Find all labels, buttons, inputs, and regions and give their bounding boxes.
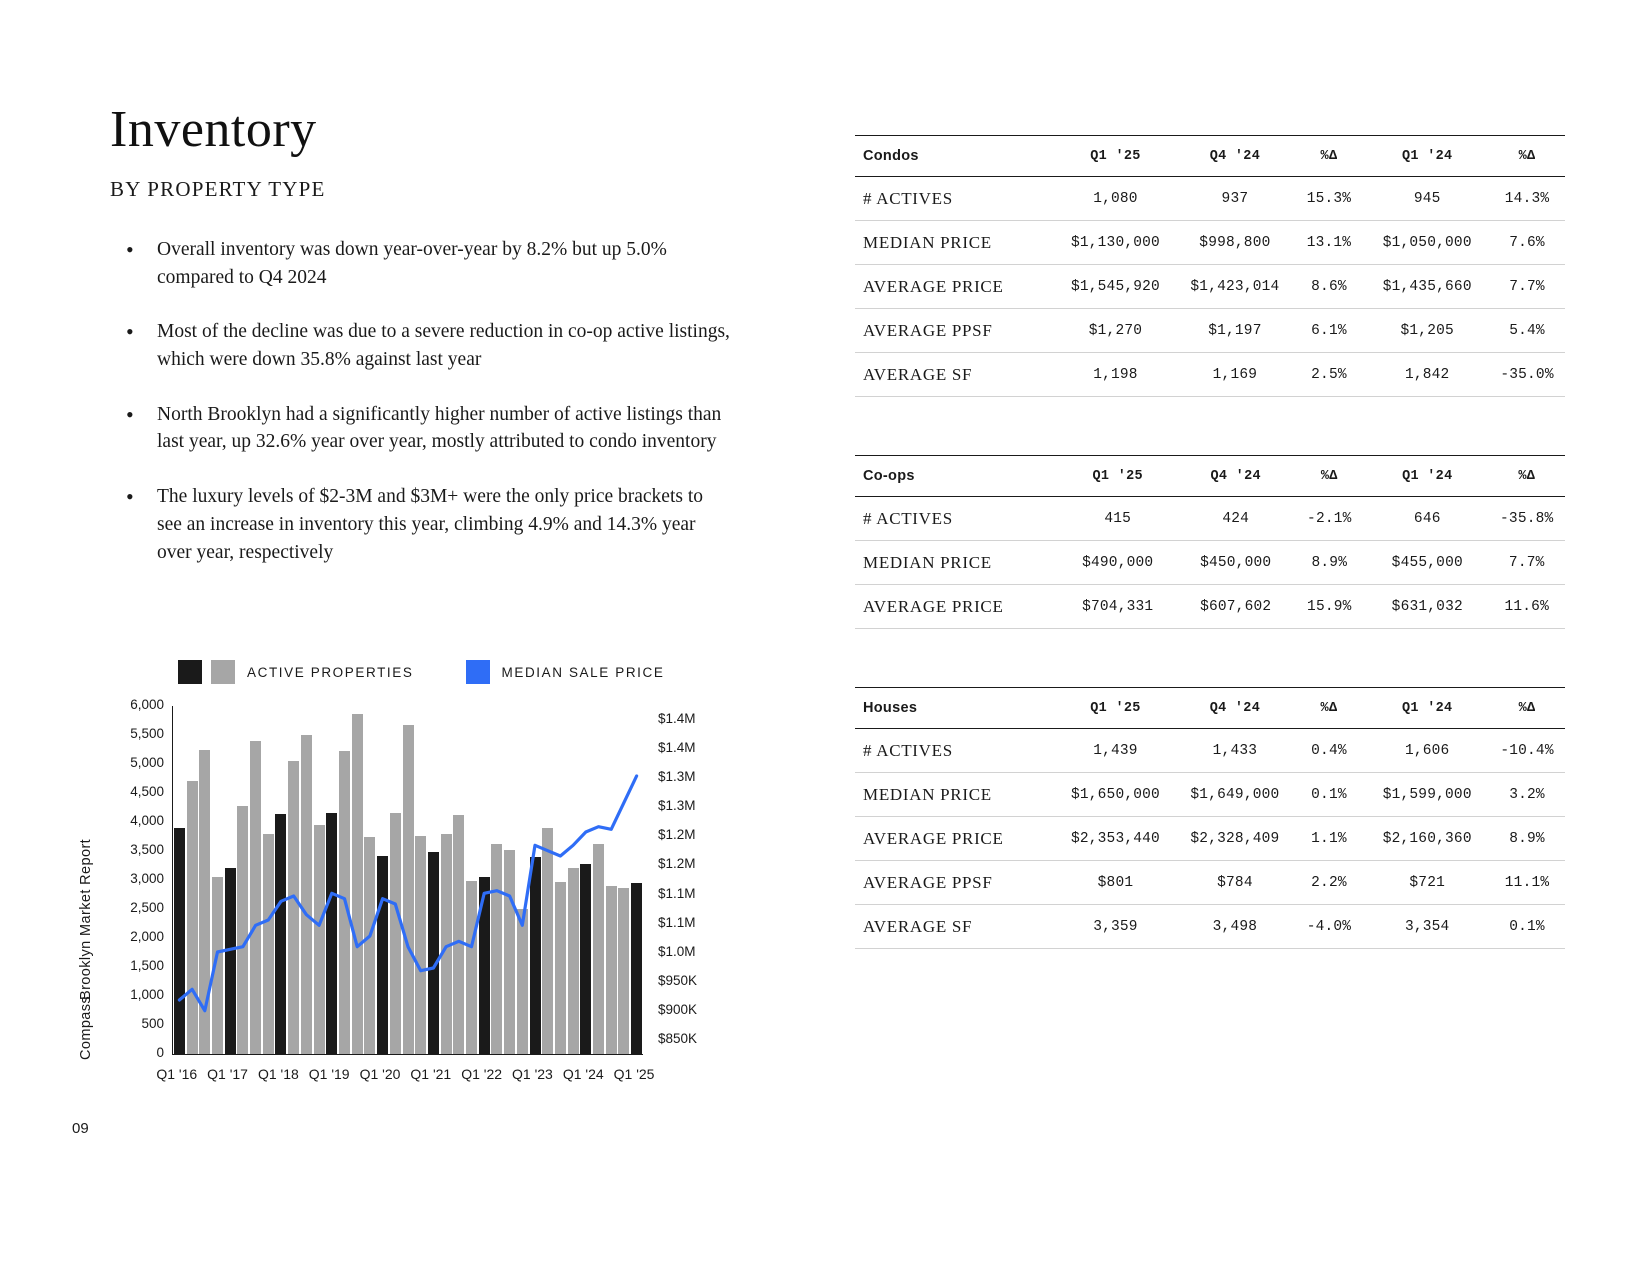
x-axis-tick: Q1 '18 (257, 1066, 299, 1082)
table-row (855, 309, 1565, 353)
cell: -2.1% (1293, 497, 1367, 541)
cell: $801 (1054, 861, 1178, 905)
y-axis-tick-left: 500 (141, 1016, 164, 1031)
cell: 3,359 (1054, 905, 1178, 949)
column-header: Q1 '24 (1365, 688, 1489, 729)
y-axis-tick-right: $900K (658, 1001, 698, 1017)
row-label: AVERAGE SF (855, 905, 1054, 949)
cell: 945 (1365, 177, 1489, 221)
cell: 14.3% (1489, 177, 1565, 221)
cell: 1,080 (1054, 177, 1178, 221)
cell: $2,160,360 (1365, 817, 1489, 861)
cell: 1,606 (1365, 729, 1489, 773)
cell: 11.6% (1488, 585, 1565, 629)
left-content-column (110, 100, 730, 593)
row-label: # ACTIVES (855, 177, 1054, 221)
condos-table (855, 135, 1565, 397)
cell: 15.9% (1293, 585, 1367, 629)
cell: $490,000 (1057, 541, 1179, 585)
cell: 1.1% (1293, 817, 1366, 861)
column-header: %Δ (1489, 688, 1565, 729)
x-axis-tick: Q1 '20 (359, 1066, 401, 1082)
x-axis-tick: Q1 '24 (562, 1066, 604, 1082)
table-row (855, 817, 1565, 861)
row-label: AVERAGE PPSF (855, 309, 1054, 353)
y-axis-tick-left: 5,000 (130, 755, 164, 770)
cell: 13.1% (1293, 221, 1366, 265)
cell: $450,000 (1179, 541, 1293, 585)
table-row (855, 177, 1565, 221)
cell: $631,032 (1366, 585, 1488, 629)
column-header: Q1 '24 (1365, 136, 1489, 177)
chart-bars-container (172, 706, 643, 1055)
table-row (855, 541, 1565, 585)
y-axis-tick-right: $1.4M (658, 740, 696, 756)
cell: 2.2% (1293, 861, 1366, 905)
inventory-chart (110, 660, 750, 1100)
cell: 1,439 (1054, 729, 1178, 773)
y-axis-tick-right: $1.3M (658, 769, 696, 785)
sidebar-brand-label: Compass (78, 995, 94, 1060)
column-header: Q1 '25 (1057, 456, 1179, 497)
highlights-list (110, 236, 730, 566)
cell: $1,545,920 (1054, 265, 1178, 309)
column-header: %Δ (1489, 136, 1565, 177)
row-label: AVERAGE PPSF (855, 861, 1054, 905)
cell: $1,649,000 (1177, 773, 1292, 817)
y-axis-tick-right: $1.3M (658, 798, 696, 814)
cell: 1,433 (1177, 729, 1292, 773)
row-label: AVERAGE PRICE (855, 585, 1057, 629)
row-label: MEDIAN PRICE (855, 773, 1054, 817)
x-axis-tick: Q1 '25 (613, 1066, 655, 1082)
page-title: Inventory (110, 101, 317, 158)
list-item: • North Brooklyn had a significantly higher number of active listings than last year, up 32.6% year over year, mostly attributed to condo inventory (110, 401, 730, 456)
y-axis-tick-right: $1.1M (658, 885, 696, 901)
x-axis-tick: Q1 '22 (461, 1066, 503, 1082)
table-title: Houses (855, 688, 1054, 729)
cell: 5.4% (1489, 309, 1565, 353)
y-axis-tick-left: 0 (156, 1045, 164, 1060)
cell: 8.9% (1293, 541, 1367, 585)
column-header: %Δ (1293, 136, 1366, 177)
page-number: 09 (72, 1120, 89, 1137)
table-header-row (855, 688, 1565, 729)
table-row (855, 729, 1565, 773)
y-axis-tick-left: 3,500 (130, 842, 164, 857)
cell: 8.9% (1489, 817, 1565, 861)
table-row (855, 773, 1565, 817)
column-header: Q4 '24 (1177, 136, 1292, 177)
y-axis-tick-right: $850K (658, 1031, 698, 1046)
row-label: MEDIAN PRICE (855, 541, 1057, 585)
chart-plot-area (110, 697, 750, 1096)
y-axis-tick-left: 2,500 (130, 900, 164, 915)
table-header-row (855, 456, 1565, 497)
y-axis-tick-left: 3,000 (130, 871, 164, 886)
row-label: # ACTIVES (855, 729, 1054, 773)
y-axis-tick-right: $1.1M (658, 914, 696, 930)
row-label: MEDIAN PRICE (855, 221, 1054, 265)
cell: 1,169 (1177, 353, 1292, 397)
houses-table (855, 687, 1565, 949)
property-type-tables (855, 135, 1565, 1007)
table-row (855, 861, 1565, 905)
cell: 937 (1177, 177, 1292, 221)
cell: 7.6% (1489, 221, 1565, 265)
y-axis-left (110, 697, 172, 1060)
table-title: Co-ops (855, 456, 1057, 497)
cell: 1,842 (1365, 353, 1489, 397)
column-header: %Δ (1293, 456, 1367, 497)
x-axis-labels (156, 1066, 672, 1096)
cell: 3,498 (1177, 905, 1292, 949)
cell: 1,198 (1054, 353, 1178, 397)
table-row (855, 265, 1565, 309)
table-row (855, 585, 1565, 629)
cell: $1,435,660 (1365, 265, 1489, 309)
cell: -4.0% (1293, 905, 1366, 949)
x-axis-tick: Q1 '17 (207, 1066, 248, 1082)
median-price-line (173, 706, 643, 1054)
cell: 646 (1366, 497, 1488, 541)
cell: 7.7% (1488, 541, 1565, 585)
cell: $607,602 (1179, 585, 1293, 629)
cell: 8.6% (1293, 265, 1366, 309)
cell: -35.8% (1488, 497, 1565, 541)
cell: 0.1% (1489, 905, 1565, 949)
cell: $1,205 (1365, 309, 1489, 353)
cell: 415 (1057, 497, 1179, 541)
list-item: • Overall inventory was down year-over-year by 8.2% but up 5.0% compared to Q4 2024 (110, 236, 730, 291)
row-label: AVERAGE PRICE (855, 265, 1054, 309)
cell: $1,130,000 (1054, 221, 1178, 265)
table-row (855, 905, 1565, 949)
cell: 3.2% (1489, 773, 1565, 817)
cell: $1,650,000 (1054, 773, 1178, 817)
cell: $704,331 (1057, 585, 1179, 629)
cell: 7.7% (1489, 265, 1565, 309)
cell: $998,800 (1177, 221, 1292, 265)
sidebar-report-label: Brooklyn Market Report (78, 838, 94, 1000)
row-label: AVERAGE SF (855, 353, 1054, 397)
legend-swatch-median-price (466, 660, 490, 684)
column-header: %Δ (1293, 688, 1366, 729)
y-axis-tick-left: 4,500 (130, 784, 164, 799)
list-item: • Most of the decline was due to a severe reduction in co-op active listings, which were down 35.8% against last year (110, 318, 730, 373)
cell: $1,197 (1177, 309, 1292, 353)
y-axis-tick-left: 4,000 (130, 813, 164, 828)
cell: $721 (1365, 861, 1489, 905)
column-header: Q1 '25 (1054, 136, 1178, 177)
legend-label-median-price: MEDIAN SALE PRICE (501, 664, 665, 680)
column-header: %Δ (1488, 456, 1565, 497)
y-axis-right (650, 706, 730, 1056)
cell: 11.1% (1489, 861, 1565, 905)
column-header: Q4 '24 (1177, 688, 1292, 729)
y-axis-tick-left: 1,500 (130, 958, 164, 973)
table-header-row (855, 136, 1565, 177)
y-axis-tick-right: $1.2M (658, 827, 696, 843)
cell: -10.4% (1489, 729, 1565, 773)
column-header: Q4 '24 (1179, 456, 1293, 497)
legend-label-active: ACTIVE PROPERTIES (247, 664, 414, 680)
legend-swatch-active (211, 660, 235, 684)
cell: -35.0% (1489, 353, 1565, 397)
y-axis-tick-left: 1,000 (130, 987, 164, 1002)
row-label: AVERAGE PRICE (855, 817, 1054, 861)
y-axis-tick-left: 5,500 (130, 726, 164, 741)
row-label: # ACTIVES (855, 497, 1057, 541)
y-axis-tick-right: $1.2M (658, 856, 696, 872)
table-title: Condos (855, 136, 1054, 177)
x-axis-tick: Q1 '21 (410, 1066, 452, 1082)
coops-table (855, 455, 1565, 629)
cell: $1,050,000 (1365, 221, 1489, 265)
cell: $455,000 (1366, 541, 1488, 585)
cell: $784 (1177, 861, 1292, 905)
cell: 2.5% (1293, 353, 1366, 397)
cell: $1,599,000 (1365, 773, 1489, 817)
cell: 15.3% (1293, 177, 1366, 221)
x-axis-tick: Q1 '16 (156, 1066, 198, 1082)
table-row (855, 497, 1565, 541)
column-header: Q1 '24 (1366, 456, 1488, 497)
cell: $1,270 (1054, 309, 1178, 353)
table-row (855, 221, 1565, 265)
cell: 424 (1179, 497, 1293, 541)
y-axis-tick-right: $950K (658, 972, 698, 988)
list-item: • The luxury levels of $2-3M and $3M+ were the only price brackets to see an increase in inventory this year, climbing 4.9% and 14.3% year over year, respectively (110, 483, 730, 566)
chart-legend (178, 660, 750, 684)
y-axis-tick-right: $1.0M (658, 943, 696, 959)
x-axis-tick: Q1 '19 (308, 1066, 350, 1082)
column-header: Q1 '25 (1054, 688, 1178, 729)
cell: 3,354 (1365, 905, 1489, 949)
cell: 0.4% (1293, 729, 1366, 773)
legend-swatch-q1 (178, 660, 202, 684)
x-axis-tick: Q1 '23 (512, 1066, 553, 1082)
cell: $1,423,014 (1177, 265, 1292, 309)
cell: 6.1% (1293, 309, 1366, 353)
table-row (855, 353, 1565, 397)
cell: $2,353,440 (1054, 817, 1178, 861)
y-axis-tick-right: $1.4M (658, 711, 696, 726)
y-axis-tick-left: 6,000 (130, 697, 164, 712)
y-axis-tick-left: 2,000 (130, 929, 164, 944)
cell: 0.1% (1293, 773, 1366, 817)
page-subtitle: BY PROPERTY TYPE (110, 177, 326, 201)
cell: $2,328,409 (1177, 817, 1292, 861)
